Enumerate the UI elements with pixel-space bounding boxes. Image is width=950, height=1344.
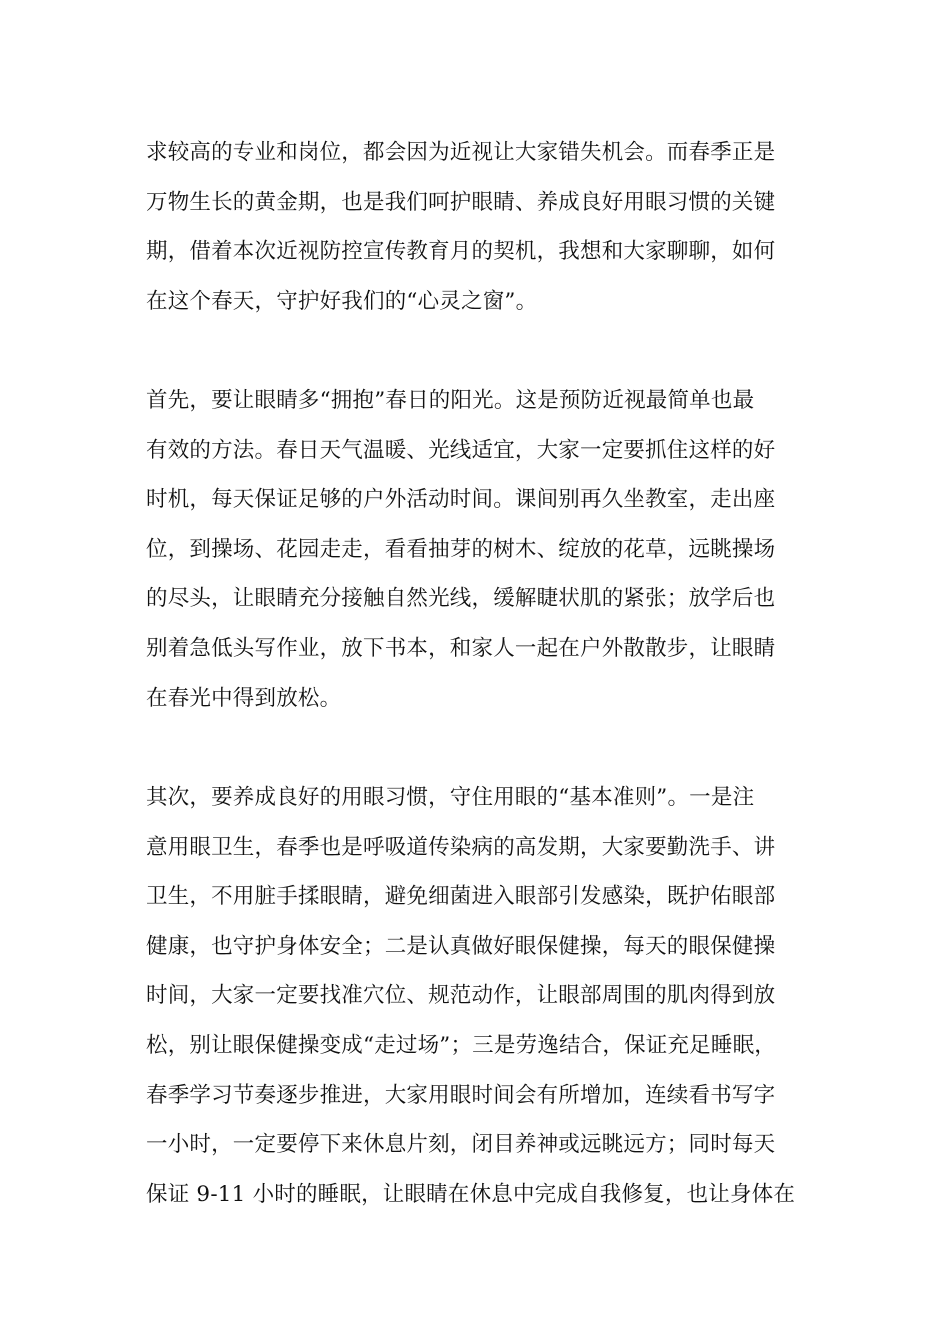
paragraph-line: 在春光中得到放松。 [146, 685, 342, 711]
paragraph-line: 求较高的专业和岗位，都会因为近视让大家错失机会。而春季正是 [146, 140, 776, 165]
paragraph-line: 首先，要让眼睛多“拥抱”春日的阳光。这是预防近视最简单也最 [146, 388, 755, 413]
paragraph-line: 其次，要养成良好的用眼习惯，守住用眼的“基本准则”。一是注 [146, 785, 755, 810]
paragraph-line: 一小时，一定要停下来休息片刻，闭目养神或远眺远方；同时每天 [146, 1132, 776, 1158]
paragraph-2 [146, 376, 826, 723]
paragraph-line: 万物生长的黄金期，也是我们呵护眼睛、养成良好用眼习惯的关键 [146, 189, 776, 215]
paragraph-line: 的尽头，让眼睛充分接触自然光线，缓解睫状肌的紧张；放学后也 [146, 586, 776, 612]
paragraph-line: 有效的方法。春日天气温暖、光线适宜，大家一定要抓住这样的好 [146, 437, 776, 463]
paragraph-3 [146, 773, 826, 1219]
paragraph-line: 卫生，不用脏手揉眼睛，避免细菌进入眼部引发感染，既护佑眼部 [146, 884, 776, 910]
paragraph-line: 松，别让眼保健操变成“走过场”；三是劳逸结合，保证充足睡眠， [146, 1032, 776, 1058]
paragraph-line: 在这个春天，守护好我们的“心灵之窗”。 [146, 288, 538, 314]
paragraph-line: 时间，大家一定要找准穴位、规范动作，让眼部周围的肌肉得到放 [146, 983, 776, 1009]
paragraph-line: 别着急低头写作业，放下书本，和家人一起在户外散散步，让眼睛 [146, 635, 776, 661]
paragraph-line: 保证 9-11 小时的睡眠，让眼睛在休息中完成自我修复，也让身体在 [146, 1181, 796, 1207]
paragraph-line: 意用眼卫生，春季也是呼吸道传染病的高发期，大家要勤洗手、讲 [146, 834, 776, 860]
paragraph-1 [146, 128, 826, 326]
paragraph-line: 健康，也守护身体安全；二是认真做好眼保健操，每天的眼保健操 [146, 933, 776, 959]
paragraph-line: 春季学习节奏逐步推进，大家用眼时间会有所增加，连续看书写字 [146, 1082, 776, 1108]
paragraph-line: 位，到操场、花园走走，看看抽芽的树木、绽放的花草，远眺操场 [146, 536, 776, 562]
paragraph-line: 期，借着本次近视防控宣传教育月的契机，我想和大家聊聊，如何 [146, 239, 776, 265]
paragraph-line: 时机，每天保证足够的户外活动时间。课间别再久坐教室，走出座 [146, 487, 776, 513]
